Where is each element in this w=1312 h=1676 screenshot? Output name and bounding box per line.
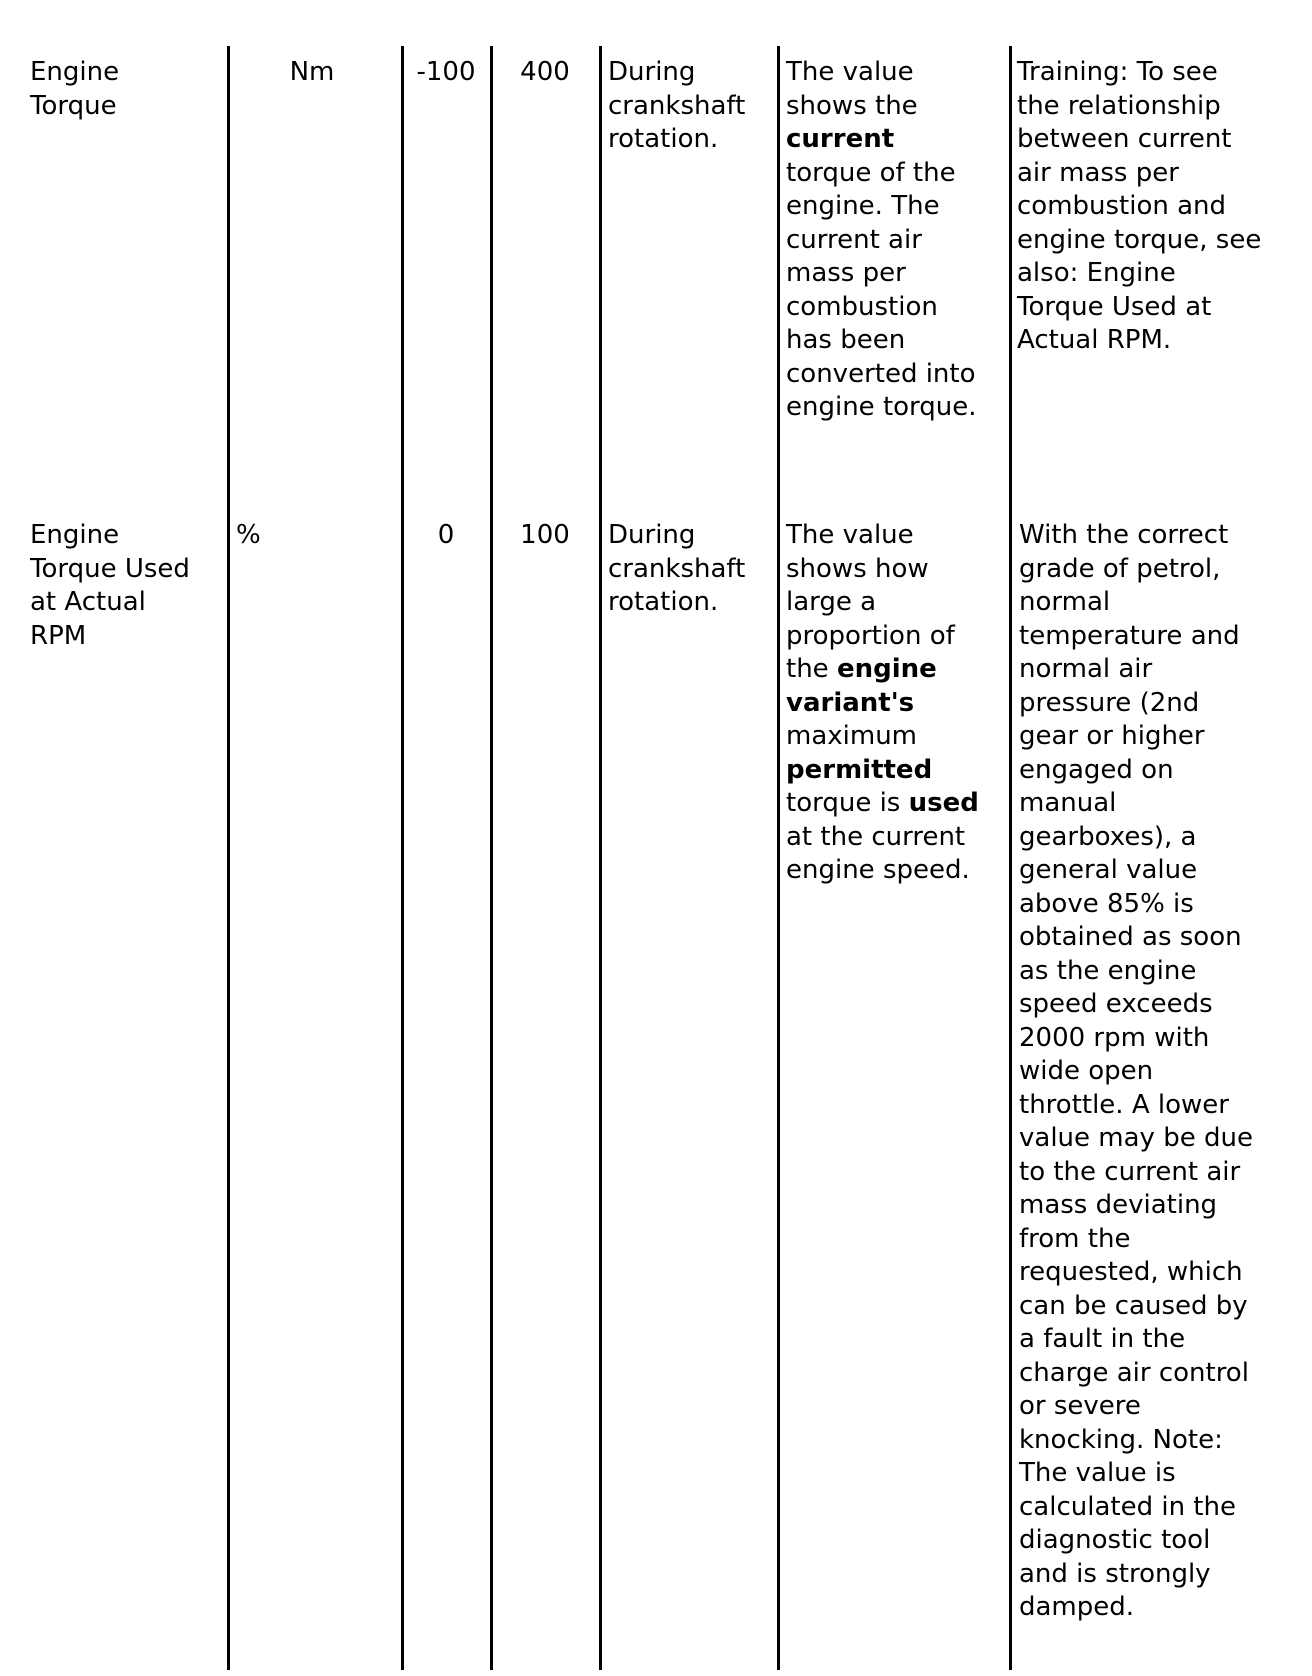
unit-cell: Nm <box>289 57 335 87</box>
column-divider-4 <box>599 46 602 1670</box>
condition-cell: During crankshaft rotation. <box>608 520 746 617</box>
description-cell: The value shows the current torque of the engine. The current air mass per combustion has been converted into engine torque. <box>786 57 977 422</box>
column-divider-5 <box>777 46 780 1670</box>
description-cell: The value shows how large a proportion of the engine variant's maximum permitted torque is used at the current engine speed. <box>786 520 979 885</box>
note-cell: Training: To see the relationship between current air mass per combustion and engine torque, see also: Engine Torque Used at Actual RPM. <box>1017 57 1262 355</box>
condition-cell: During crankshaft rotation. <box>608 57 746 154</box>
max-value: 100 <box>520 520 570 550</box>
min-value: 0 <box>437 520 455 550</box>
column-divider-3 <box>490 46 493 1670</box>
min-value: -100 <box>416 57 476 87</box>
parameter-name: Engine Torque <box>30 57 120 121</box>
parameter-name: Engine Torque Used at Actual RPM <box>30 520 190 651</box>
max-value: 400 <box>520 57 570 87</box>
column-divider-2 <box>401 46 404 1670</box>
unit-cell: % <box>236 520 261 550</box>
note-cell: With the correct grade of petrol, normal temperature and normal air pressure (2nd gear or higher engaged on manual gearboxes), a general value above 85% is obtained as soon as the engine speed exceeds 2000 rpm with wide open throttle. A lower value may be due to the current air mass deviating from the requested, which can be caused by a fault in the charge air control or severe knocking. Note: The value is calculated in the diagnostic tool and is strongly damped. <box>1019 520 1253 1622</box>
column-divider-6 <box>1009 46 1012 1670</box>
column-divider-1 <box>227 46 230 1670</box>
